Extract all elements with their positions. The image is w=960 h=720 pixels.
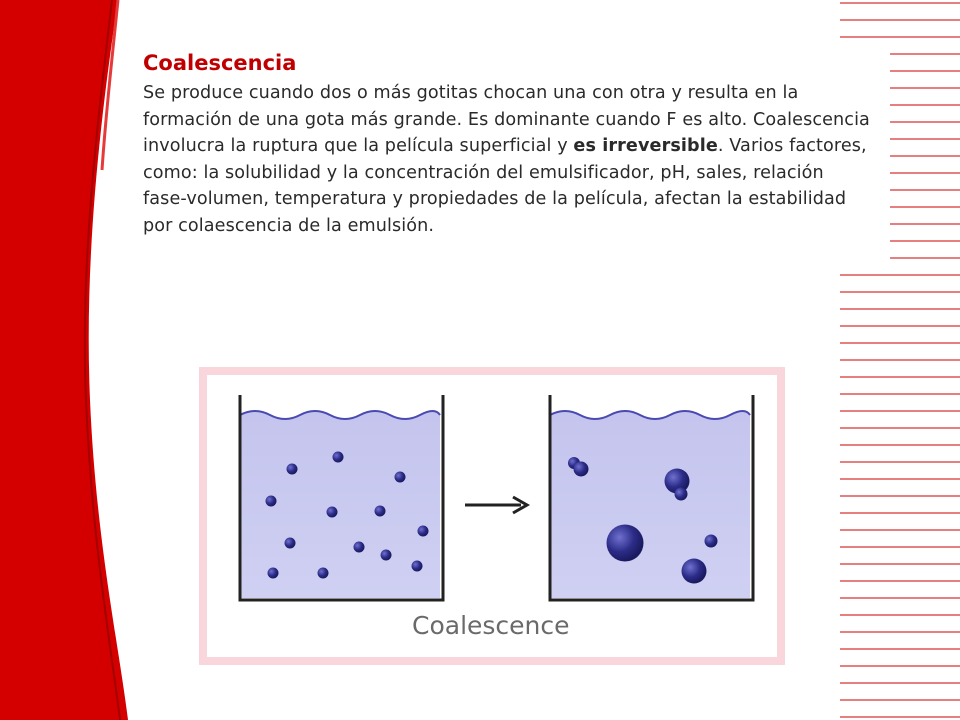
arrow-icon — [465, 497, 527, 513]
body-text-part-2: . Varios factores, como: la solubilidad y la concentración del emulsificador, pH, sales, relación fase-volumen, temperatura y propiedades de la película, afectan la estabilidad por colaescencia de la emulsión. — [143, 136, 867, 236]
coalescence-figure — [199, 367, 785, 665]
figure-caption: Coalescence — [412, 611, 570, 640]
body-text-part-1: Se produce cuando dos o más gotitas chocan una con otra y resulta en la formación de una gota más grande. Es dominante cuando F es alto. Coalescencia involucra la ruptura que la película superficial y — [143, 83, 870, 157]
body-text-bold: es irreversible — [573, 136, 718, 157]
beaker-before — [240, 395, 443, 600]
decorative-red-band — [0, 0, 140, 720]
slide-title: Coalescencia — [143, 51, 297, 75]
slide-body-text — [143, 80, 873, 240]
figure-panel — [207, 375, 777, 657]
beaker-after — [550, 395, 753, 600]
